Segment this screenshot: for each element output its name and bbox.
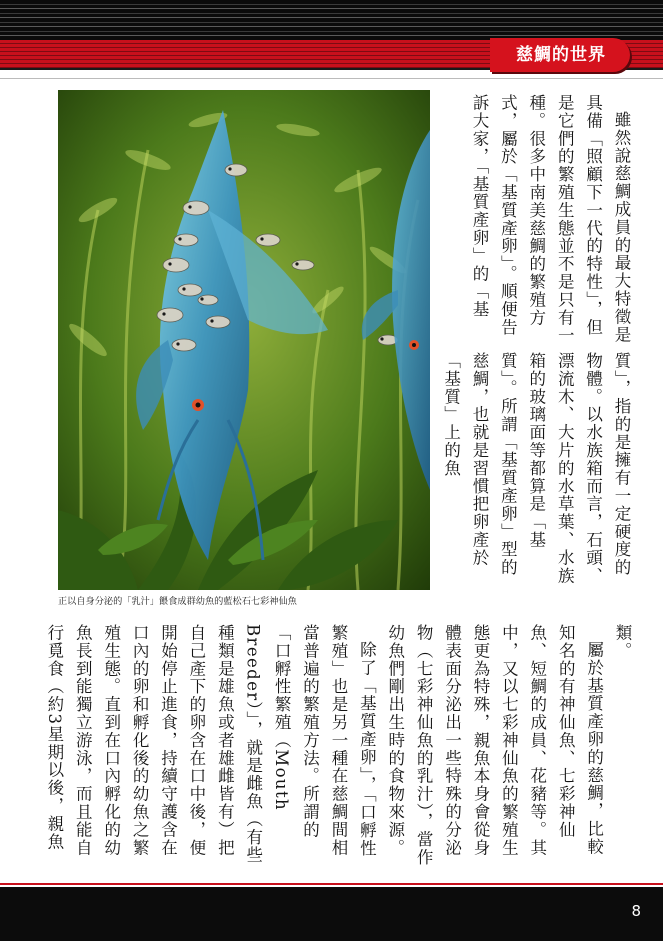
section-title: 慈鯛的世界 — [516, 45, 606, 65]
text-block-lower — [44, 624, 636, 872]
text-block-upper-right — [460, 94, 635, 349]
header-stripes — [0, 0, 663, 42]
paragraph: 雖然說慈鯛成員的最大特徵是具備「照顧下一代的特性」，但是它們的繁殖生態並不是只有一種。很多中南美慈鯛的繁殖方式，屬於「基質產卵」。順便告訴大家，「基質產卵」的「基 — [469, 94, 631, 345]
paragraph: 除了「基質產卵」，「口孵性繁殖」也是另一種在慈鯛間相當普遍的繁殖方法。所謂的「口孵性繁殖（Mouth Breeder）」，就是雌魚（有些種類是雄魚或者雄雌皆有）把自己產下的卵含在口中後，便開始停止進食，持續守護含在口內的卵和孵化後的幼魚之繁殖生態。直到在口內孵化的幼魚長到能獨立游泳，而且能自行覓食（約3星期以後，親魚 — [44, 624, 377, 865]
footer-bar — [0, 887, 663, 941]
header-divider — [0, 78, 663, 79]
photo-caption: 正以自身分泌的「乳汁」餵食成群幼魚的藍松石七彩神仙魚 — [58, 596, 297, 607]
paragraph-continued: 類。 — [613, 624, 632, 660]
page-number: 8 — [631, 902, 641, 920]
discus-fish-photo — [58, 90, 430, 590]
paragraph: 屬於基質產卵的慈鯛，比較知名的有神仙魚、七彩神仙魚、短鯛的成員、花豬等。其中，又以七彩神仙魚的繁殖生態更為特殊，親魚本身會從身體表面分泌出一些特殊的分泌物（七彩神仙魚的乳汁），當作幼魚們剛出生時的食物來源。 — [385, 624, 604, 867]
footer-divider — [0, 883, 663, 885]
paragraph-continued: 質」，指的是擁有一定硬度的物體。以水族箱而言，石頭、漂流木、大片的水草葉、水族箱的玻璃面等都算是「基質」。所謂「基質產卵」型的慈鯛，也就是習慣把卵產於「基質」上的魚 — [441, 352, 631, 585]
text-block-upper-left — [441, 352, 635, 594]
